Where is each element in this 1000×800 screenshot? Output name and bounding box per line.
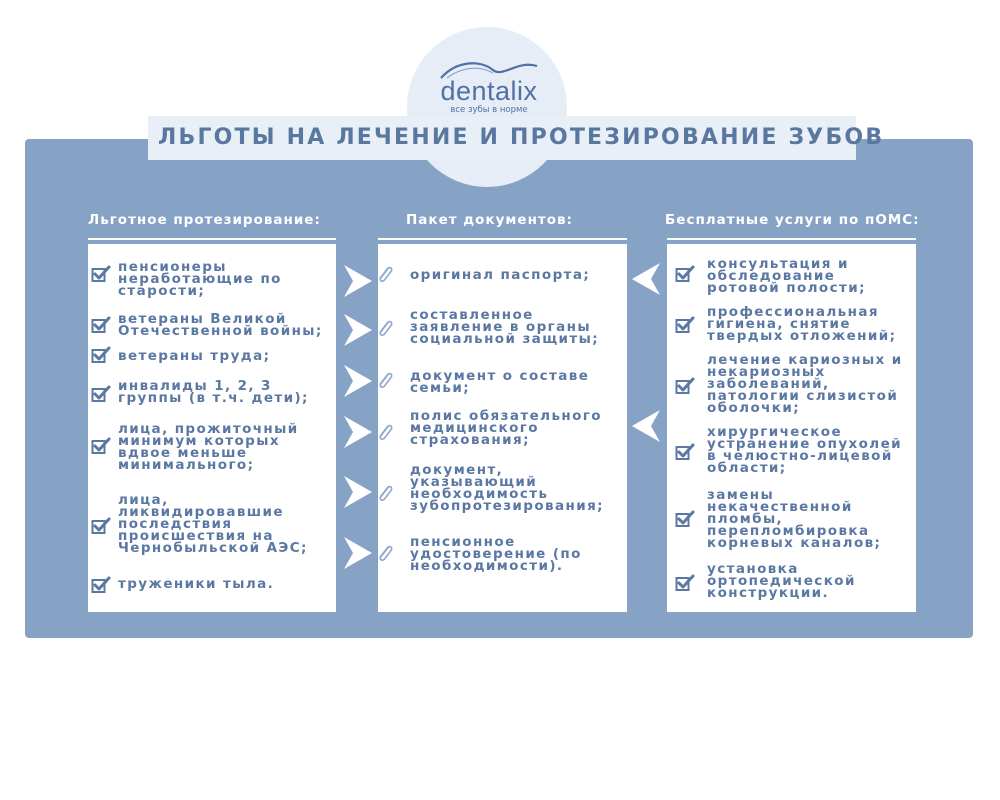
- checkmark-icon: [91, 437, 111, 455]
- column-header-documents: Пакет документов:: [406, 212, 573, 228]
- column-divider: [378, 238, 627, 240]
- list-item: ветераны Великой Отечественной войны;: [118, 311, 323, 339]
- arrow-right-icon: [342, 536, 374, 570]
- column-divider: [667, 238, 916, 240]
- arrow-right-icon: [342, 264, 374, 298]
- logo-brand: dentalix: [440, 76, 538, 106]
- checkmark-icon: [91, 346, 111, 364]
- checkmark-icon: [91, 385, 111, 403]
- checkmark-icon: [675, 265, 695, 283]
- list-item: установка ортопедической конструкции.: [707, 561, 856, 601]
- list-item: оригинал паспорта;: [410, 267, 591, 283]
- list-item: документ, указывающий необходимость зубопротезирования;: [410, 462, 604, 514]
- list-item: полис обязательного медицинского страхования;: [410, 408, 602, 448]
- checkmark-icon: [675, 443, 695, 461]
- paperclip-icon: [376, 368, 394, 392]
- list-item: пенсионное удостоверение (по необходимости).: [410, 534, 582, 574]
- list-item: ветераны труда;: [118, 348, 271, 364]
- checkmark-icon: [91, 576, 111, 594]
- arrow-left-icon: [630, 262, 662, 296]
- list-item: профессиональная гигиена, снятие твердых отложений;: [707, 304, 897, 344]
- list-item: лечение кариозных и некариозных заболеваний, патологии слизистой оболочки;: [707, 352, 903, 416]
- arrow-right-icon: [342, 415, 374, 449]
- list-item: инвалиды 1, 2, 3 группы (в т.ч. дети);: [118, 378, 309, 406]
- page-title: ЛЬГОТЫ НА ЛЕЧЕНИЕ И ПРОТЕЗИРОВАНИЕ ЗУБОВ: [158, 125, 885, 150]
- list-item: консультация и обследование ротовой полости;: [707, 256, 866, 296]
- paperclip-icon: [376, 262, 394, 286]
- column-header-free-services: Бесплатные услуги по пОМС:: [665, 212, 920, 228]
- checkmark-icon: [91, 517, 111, 535]
- checkmark-icon: [675, 377, 695, 395]
- checkmark-icon: [91, 265, 111, 283]
- paperclip-icon: [376, 541, 394, 565]
- arrow-left-icon: [630, 409, 662, 443]
- column-divider: [88, 238, 336, 240]
- list-item: лица, ликвидировавшие последствия происшествия на Чернобыльской АЭС;: [118, 492, 308, 556]
- checkmark-icon: [675, 510, 695, 528]
- paperclip-icon: [376, 316, 394, 340]
- logo-tagline: все зубы в норме: [450, 105, 528, 115]
- column-header-benefits: Льготное протезирование:: [88, 212, 321, 228]
- list-item: лица, прожиточный минимум которых вдвое меньше минимального;: [118, 421, 299, 473]
- paperclip-icon: [376, 420, 394, 444]
- list-item: документ о составе семьи;: [410, 368, 590, 396]
- paperclip-icon: [376, 481, 394, 505]
- list-item: замены некачественной пломбы, перепломбировка корневых каналов;: [707, 487, 882, 551]
- checkmark-icon: [675, 316, 695, 334]
- arrow-right-icon: [342, 475, 374, 509]
- arrow-right-icon: [342, 364, 374, 398]
- list-item: хирургическое устранение опухолей в челюстно-лицевой области;: [707, 424, 903, 476]
- checkmark-icon: [675, 574, 695, 592]
- list-item: пенсионеры неработающие по старости;: [118, 259, 282, 299]
- checkmark-icon: [91, 316, 111, 334]
- list-item: составленное заявление в органы социальной защиты;: [410, 307, 600, 347]
- list-item: труженики тыла.: [118, 576, 275, 592]
- arrow-right-icon: [342, 313, 374, 347]
